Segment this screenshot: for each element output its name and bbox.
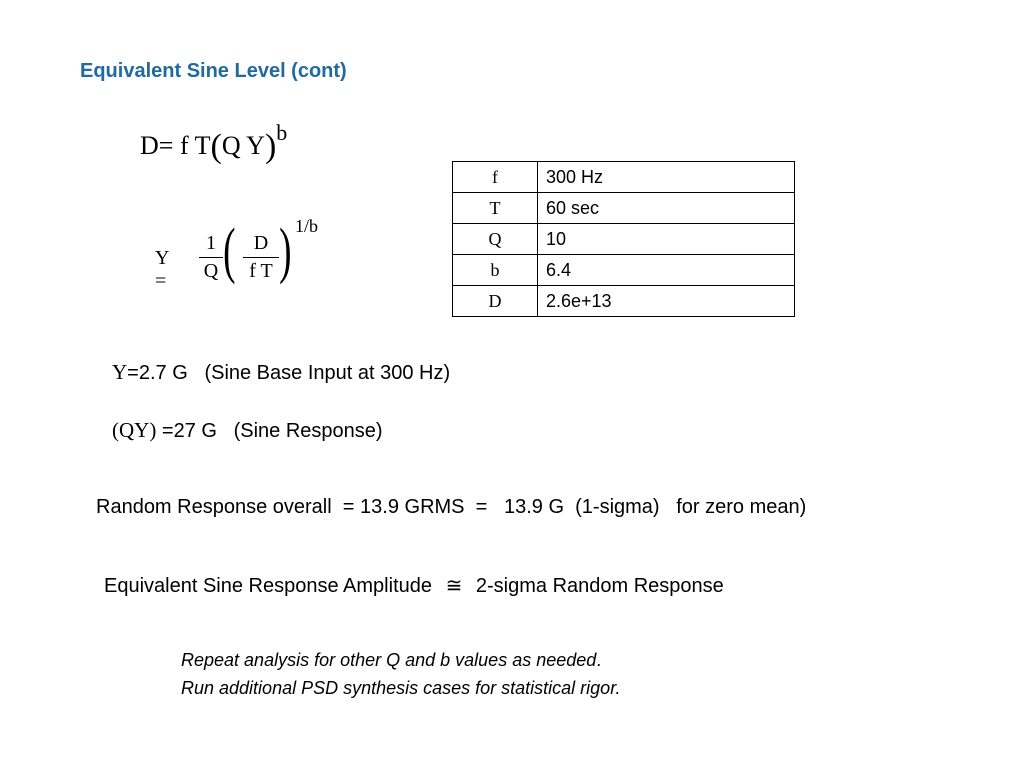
param-symbol: D: [453, 286, 538, 317]
eq1-QY: Q Y: [221, 131, 265, 160]
param-symbol: f: [453, 162, 538, 193]
note-1-text: Repeat analysis for other Q and b values as needed: [181, 650, 597, 670]
eq1-open-paren: (: [210, 128, 222, 165]
eq2-fraction-2: [243, 232, 279, 283]
equiv-right-text: 2-sigma Random Response: [475, 575, 724, 597]
eq1-T: T: [194, 131, 211, 160]
param-value: 6.4: [538, 255, 795, 286]
param-symbol: b: [453, 255, 538, 286]
result2-text: =27 G (Sine Response): [156, 420, 383, 442]
note-line-1: [181, 650, 601, 671]
table-row: [453, 286, 795, 317]
eq1-lhs: D: [140, 131, 159, 160]
damage-equation: [140, 120, 288, 165]
approx-equal-symbol: ≅: [445, 575, 463, 597]
sine-input-result: [112, 360, 450, 385]
table-row: [453, 193, 795, 224]
eq2-frac2-den: f T: [243, 257, 279, 283]
param-value: 60 sec: [538, 193, 795, 224]
result1-text: =2.7 G (Sine Base Input at 300 Hz): [127, 362, 451, 384]
table-row: [453, 255, 795, 286]
param-symbol: Q: [453, 224, 538, 255]
eq1-f: f: [179, 131, 189, 160]
eq2-fraction-1: [199, 232, 223, 283]
random-response-line: Random Response overall = 13.9 GRMS = 13.9 G (1-sigma) for zero mean): [96, 496, 807, 518]
equiv-left-text: Equivalent Sine Response Amplitude: [104, 575, 432, 597]
param-value: 2.6e+13: [538, 286, 795, 317]
parameter-table: [452, 161, 795, 317]
param-value: 10: [538, 224, 795, 255]
param-value: 300 Hz: [538, 162, 795, 193]
page-title: Equivalent Sine Level (cont): [80, 60, 347, 82]
eq2-lhs: Y =: [155, 247, 169, 292]
result1-symbol: Y: [112, 360, 128, 384]
param-symbol: T: [453, 193, 538, 224]
note-line-2: Run additional PSD synthesis cases for statistical rigor.: [181, 678, 621, 698]
eq2-frac1-den: Q: [199, 257, 223, 283]
sine-response-result: [112, 418, 383, 443]
eq2-frac1-num: 1: [206, 232, 216, 254]
table-row: [453, 162, 795, 193]
eq2-frac2-num: D: [253, 232, 269, 254]
table-row: [453, 224, 795, 255]
eq2-open-paren: (: [223, 217, 236, 285]
eq1-exponent: b: [276, 120, 288, 145]
eq1-equals: =: [158, 131, 174, 160]
eq2-close-paren: ): [279, 217, 292, 285]
equivalent-sine-line: [104, 573, 724, 598]
result2-symbol: (QY): [112, 418, 157, 442]
note-1-period: .: [596, 650, 602, 670]
eq1-close-paren: ): [264, 128, 277, 165]
eq2-exponent: 1/b: [295, 216, 319, 236]
